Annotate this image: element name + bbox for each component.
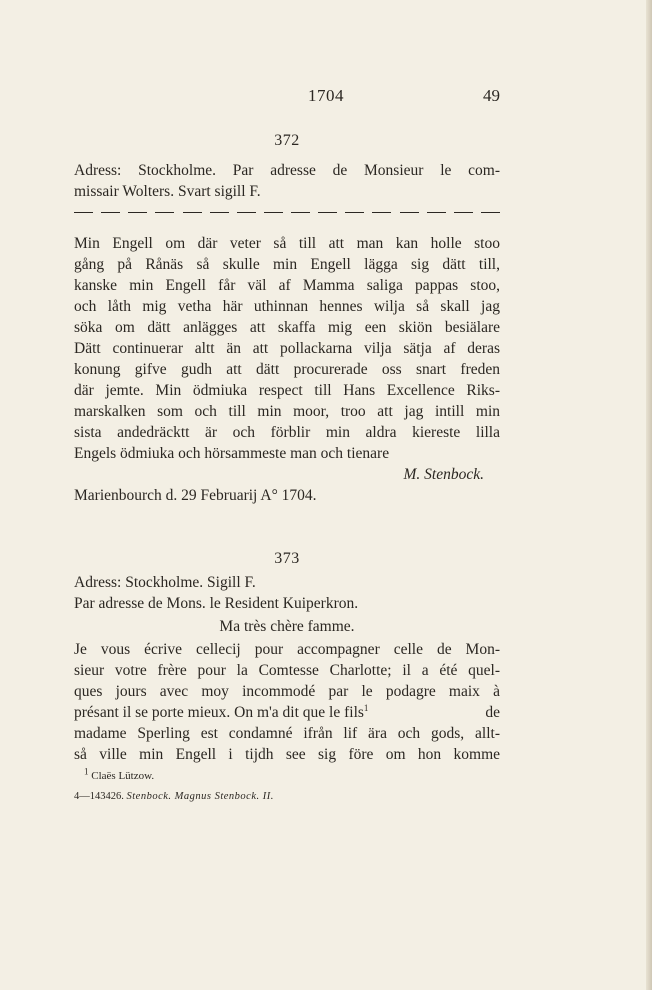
address-line: missair Wolters. Svart sigill F.: [74, 183, 261, 200]
running-footer-text: Stenbock. Magnus Stenbock. II.: [126, 791, 274, 802]
body-line: [74, 702, 500, 723]
body-line: där jemte. Min ödmiuka respect till Hans Excellence Riks-: [74, 382, 500, 399]
signature: M. Stenbock.: [403, 466, 484, 483]
body-line: ques jours avec moy incommodé par le podagre maix à: [74, 683, 500, 700]
salutation: Ma très chère famme.: [219, 618, 355, 635]
letter-number: 373: [274, 550, 300, 567]
print-footer: [74, 790, 500, 804]
page-number: 49: [483, 86, 500, 105]
letter-373: [74, 550, 500, 765]
body-line: sieur votre frère pour la Comtesse Charlotte; il a été quel-: [74, 662, 500, 679]
body-line: och låth mig vetha här uthinnan hennes wilja så skall jag: [74, 298, 500, 315]
footnote: [74, 768, 500, 804]
letter-number: 372: [274, 132, 300, 149]
address-line: Adress: Stockholme. Sigill F.: [74, 574, 256, 591]
address-line: Adress: Stockholme. Par adresse de Monsieur le com-: [74, 162, 500, 179]
footnote-text: Claës Lützow.: [91, 770, 155, 782]
address-block: [74, 160, 500, 202]
body-line: sista andedräcktt är och förblir min aldra kiereste lilla: [74, 424, 500, 441]
body-line-tail: de: [485, 704, 500, 721]
address-block: [74, 572, 500, 614]
running-header-year: 1704: [308, 86, 344, 105]
body-line: Je vous écrive cellecij pour accompagner celle de Mon-: [74, 641, 500, 658]
dash-separator: [74, 212, 500, 213]
body-line: kanske min Engell får väl af Mamma saliga pappas stoo,: [74, 277, 500, 294]
body-line: marskalken som och till min moor, troo att jag intill min: [74, 403, 500, 420]
body-line: gång på Rånäs så skulle min Engell lägga sig dätt till,: [74, 256, 500, 273]
footnote-marker: 1: [84, 766, 89, 777]
letter-body: [74, 639, 500, 765]
body-line: söka om dätt anlägges att skaffa mig een skiön besiälare: [74, 319, 500, 336]
letter-372: [74, 132, 500, 506]
body-line: Engels ödmiuka och hörsammeste man och tienare: [74, 445, 390, 462]
body-line: så ville min Engell i tijdh see sig före om hon komme: [74, 746, 500, 763]
page-edge: [646, 0, 652, 990]
dateline: Marienbourch d. 29 Februarij A° 1704.: [74, 487, 317, 504]
body-line: Dätt continuerar altt än att pollackarna vilja sätja af deras: [74, 340, 500, 357]
signature-mark: 4—143426.: [74, 791, 124, 802]
footnote-reference: 1: [363, 702, 369, 713]
body-line: konung gifve gudh att dätt procurerade oss snart freden: [74, 361, 500, 378]
address-line: Par adresse de Mons. le Resident Kuiperkron.: [74, 595, 359, 612]
body-line: Min Engell om där veter så till att man kan holle stoo: [74, 235, 500, 252]
body-line-text: présant il se porte mieux. On m'a dit que le fils$^1$: [74, 702, 369, 721]
letter-body: [74, 233, 500, 464]
body-line: madame Sperling est condamné ifrån lif ära och gods, allt-: [74, 725, 500, 742]
